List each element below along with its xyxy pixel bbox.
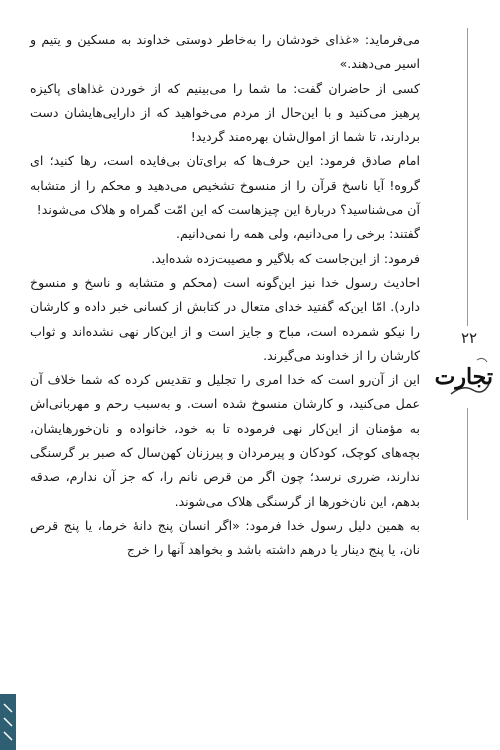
paragraph-2: کسی از حاضران گفت: ما شما را می‌بینیم که از خوردن غذاهای پاکیزه پرهیز می‌کنید و با این‌حال از مردم می‌خواهید که از دارایی‌هایشان دست بردارند، تا شما از اموال‌شان بهره‌مند گردید! <box>30 80 420 145</box>
publisher-corner-icon <box>0 694 16 750</box>
paragraph-3: امام صادق فرمود: این حرف‌ها که برای‌تان بی‌فایده است، رها کنید؛ ای گروه! آیا ناسخ قرآن را از منسوخ تشخیص می‌دهید و محکم را از متشابه آن می‌شناسید؟ دربارهٔ این چیزهاست که این امّت گمراه و هلاک می‌شوند! <box>30 153 420 218</box>
paragraph-8: به همین دلیل رسول خدا فرمود: «اگر انسان پنج دانهٔ خرما، یا پنج قرص نان، یا پنج دینار یا درهم داشته باشد و بخواهد آنها را خرج <box>30 517 420 558</box>
page-number: ۲۲ <box>460 329 478 347</box>
paragraph-6: احادیث رسول خدا نیز این‌گونه است (محکم و متشابه و ناسخ و منسوخ دارد). امّا این‌که گفتید خدای متعال در کتابش از کسانی خبر داده و کارشان را نیکو شمرده است، مباح و جایز است و از این‌کار نهی نشده‌اند و ثواب کارشان را از خداوند می‌گیرند. <box>30 274 420 363</box>
paragraph-7: این از آن‌رو است که خدا امری را تجلیل و تقدیس کرده که شما خلاف آن عمل می‌کنید، و کارشان منسوخ شده است. و به‌سبب رحم و مهربانی‌اش به مؤمنان از این‌کار نهی فرموده تا به خود، خانواده و نان‌خورهایشان، بچه‌های کوچک، کودکان و پیرمردان و پیرزنان کهن‌سال که صبر بر گرسنگی ندارند، ضرری نرسد؛ چون اگر من قرص نانم را، که جز آن ندارم، صدقه بدهم، این نان‌خورها از گرسنگی هلاک می‌شوند. <box>30 372 420 509</box>
paragraph-5: فرمود: از این‌جاست که بلاگیر و مصیبت‌زده شده‌اید. <box>151 250 420 266</box>
body-text <box>30 28 420 563</box>
margin-rule-top <box>467 28 468 326</box>
book-title: تجارت <box>434 364 493 390</box>
paragraph-4: گفتند: برخی را می‌دانیم، ولی همه را نمی‌دانیم. <box>175 226 420 242</box>
book-title-logo <box>434 354 493 402</box>
paragraph-1: می‌فرماید: «غذای خودشان را به‌خاطر دوستی خداوند به مسکین و یتیم و اسیر می‌دهند.» <box>30 32 420 72</box>
margin-rule-bottom <box>467 408 468 520</box>
